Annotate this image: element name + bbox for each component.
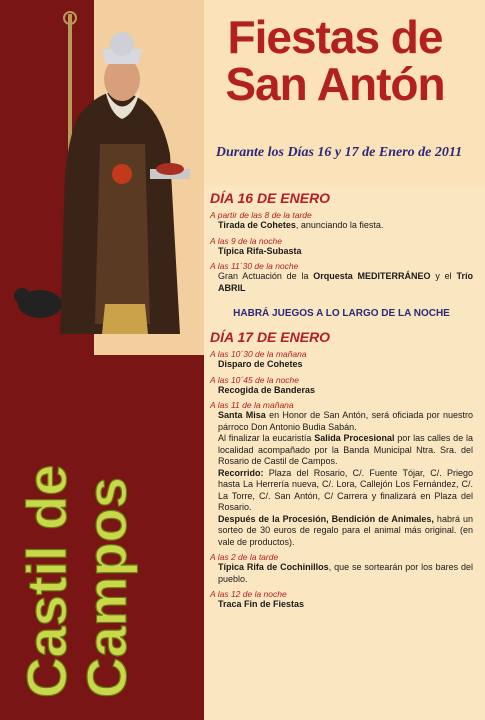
event-desc: Típica Rifa de Cochinillos, que se sortearán por los bares del pueblo. [218, 562, 473, 584]
side-title-line2: Campos [75, 477, 138, 698]
route-desc: Recorrido: Plaza del Rosario, C/. Fuente Tójar, C/. Priego hasta La Herrería nueva, C/. Lora, Callejón Los Fernández, C/. La Torre, C/. San Antón, C/ Carrera y finalizará en Plaza del Rosario. [218, 467, 473, 512]
event-time: A las 10´45 de la noche [210, 374, 299, 385]
event-desc: Tirada de Cohetes, anunciando la fiesta. [218, 220, 384, 230]
event-desc: Disparo de Cohetes [218, 359, 303, 369]
event-time: A las 10´30 de la mañana [210, 349, 307, 359]
event-time: A las 9 de la noche [210, 235, 282, 246]
event-time: A las 11´30 de la noche [210, 261, 299, 271]
side-title [18, 368, 138, 708]
event-desc: Traca Fin de Fiestas [218, 599, 305, 609]
blessing-desc: Después de la Procesión, Bendición de Animales, habrá un sorteo de 30 euros de regalo para el animal más original. (en vale de productos). [218, 513, 473, 547]
event-time: A las 12 de la noche [210, 589, 287, 599]
san-anton-statue-image [10, 4, 200, 349]
event-time: A las 2 de la tarde [210, 552, 279, 562]
program [200, 186, 479, 716]
subtitle: Durante los Días 16 y 17 de Enero de 2011 [215, 145, 463, 160]
day1-heading: DÍA 16 DE ENERO [210, 190, 331, 206]
procession-desc: Al finalizar la eucaristía Salida Procesional por las calles de la localidad acompañado por la Banda Municipal Ntra. Sra. del Rosario de Castil de Campos. [218, 433, 473, 466]
event-desc: Recogida de Banderas [218, 384, 316, 395]
day2-heading: DÍA 17 DE ENERO [210, 329, 331, 345]
title-line1: Fiestas de [227, 11, 443, 63]
event-desc: Típica Rifa-Subasta [218, 245, 302, 256]
event-desc: Gran Actuación de la Orquesta MEDITERRÁNEO y el Trío ABRIL [218, 271, 473, 293]
title-line2: San Antón [225, 58, 445, 110]
notice: HABRÁ JUEGOS A LO LARGO DE LA NOCHE [233, 308, 450, 319]
event-time: A las 11 de la mañana [210, 400, 294, 410]
poster-title [190, 11, 480, 110]
event-time: A partir de las 8 de la tarde [210, 210, 312, 220]
misa-desc: Santa Misa en Honor de San Antón, será oficiada por nuestro párroco Don Antonio Budia Sabán. [218, 410, 473, 432]
side-title-line1: Castil de [18, 464, 78, 698]
